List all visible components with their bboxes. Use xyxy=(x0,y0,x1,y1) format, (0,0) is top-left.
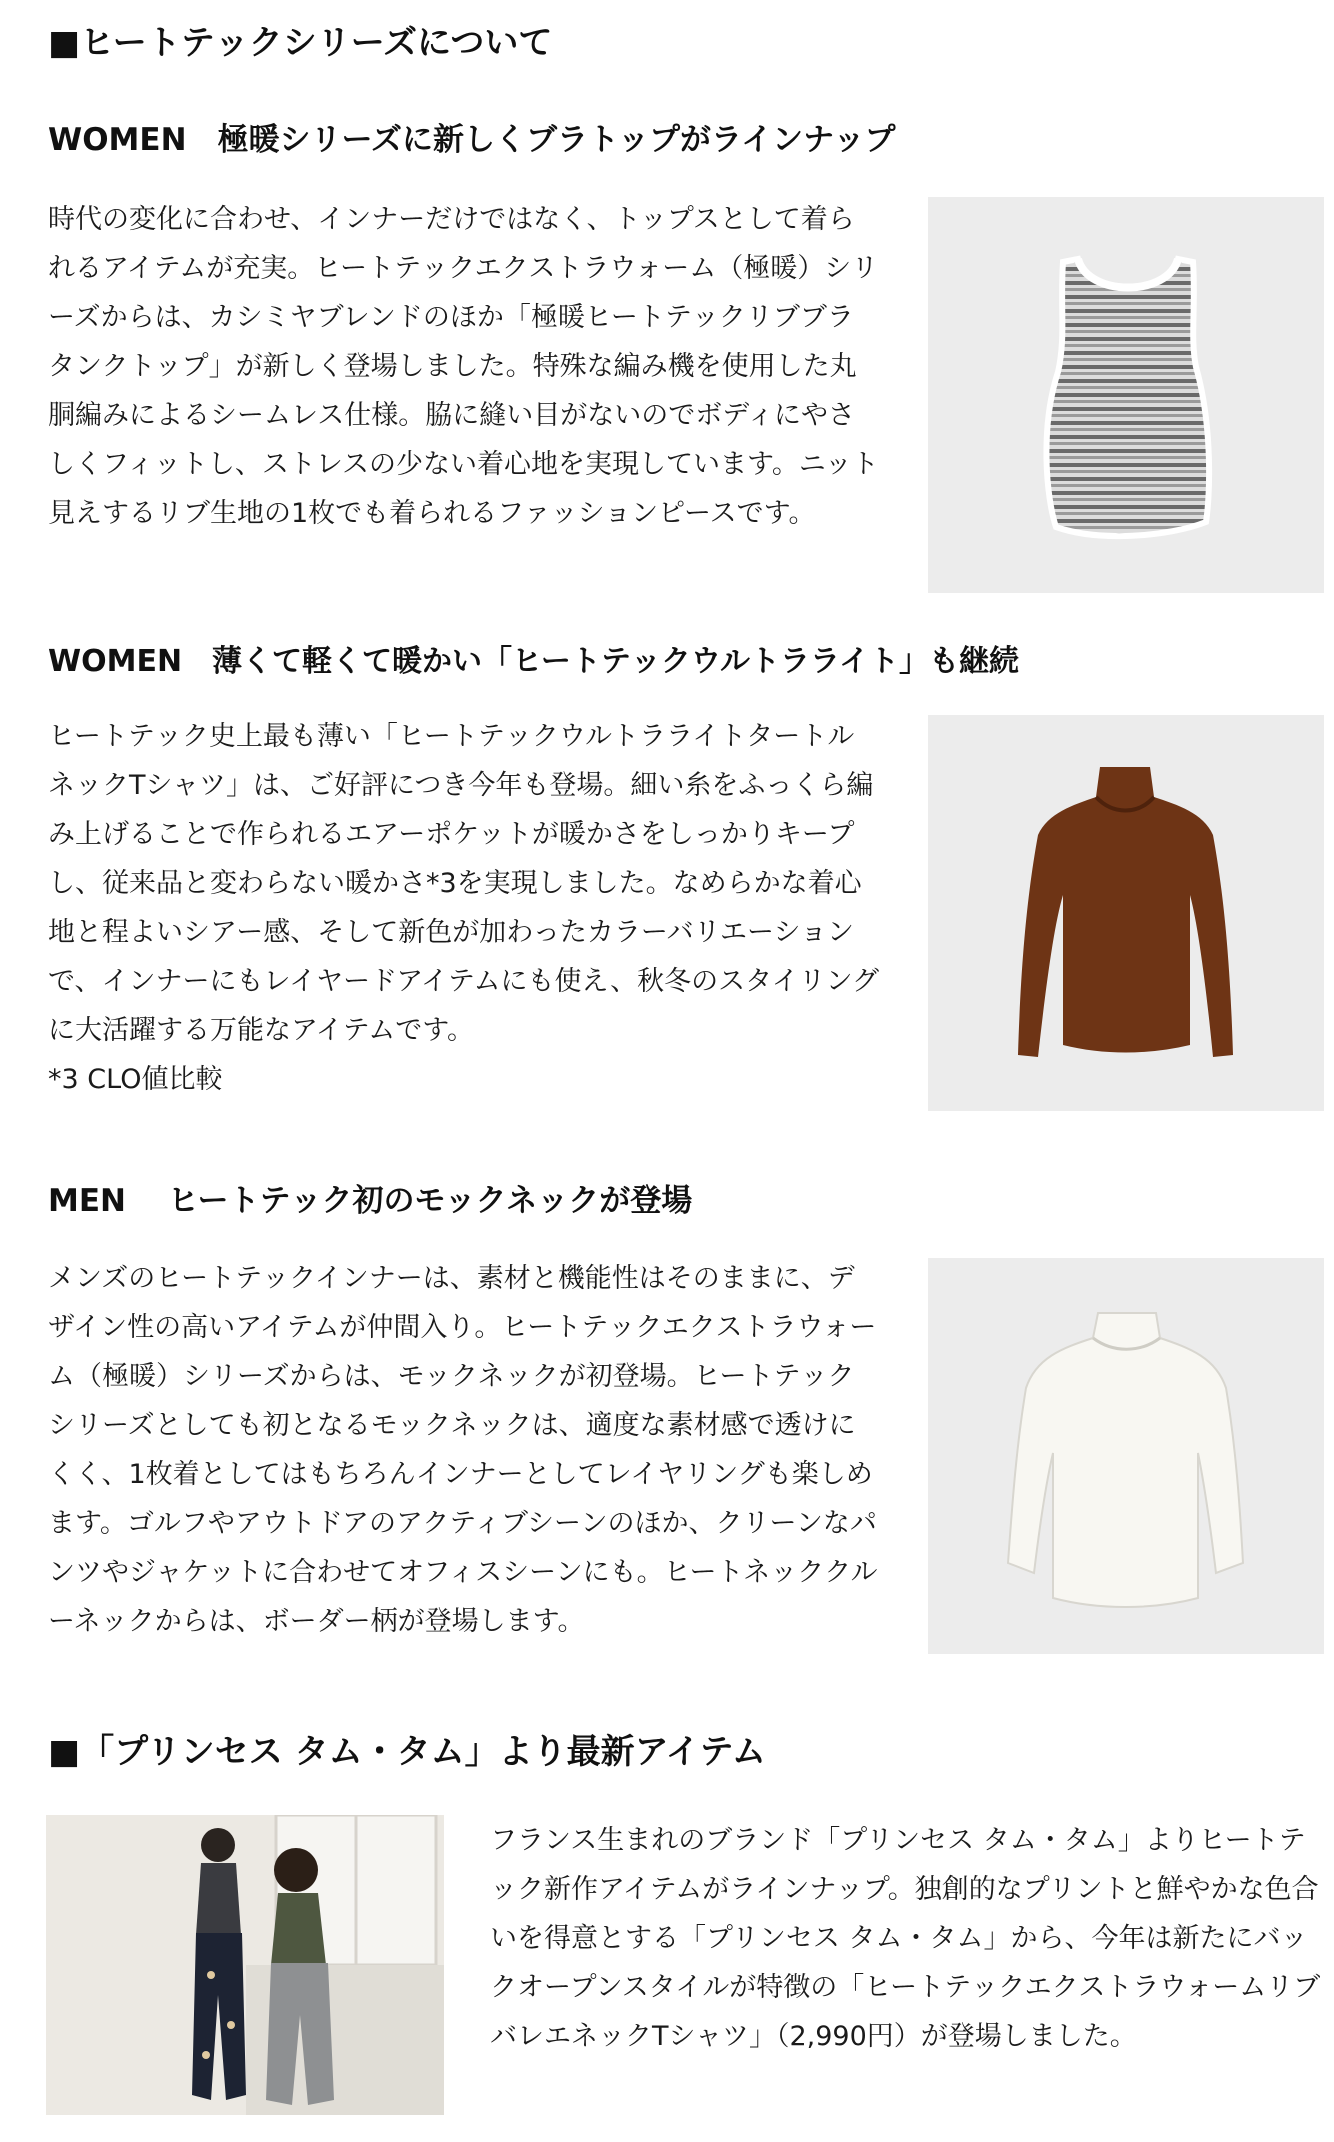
brown-turtleneck-icon xyxy=(928,715,1324,1111)
women-ultra-light-text: ヒートテック史上最も薄い「ヒートテックウルトラライトタートルネックTシャツ」は、ご好評につき今年も登場。細い糸をふっくら編み上げることで作られるエアーポケットが暖かさをしっかりキープし、従来品と変わらない暖かさ*3を実現しました。なめらかな着心地と程よいシアー感、そして新色が加わったカラーバリエーションで、インナーにもレイヤードアイテムにも使え、秋冬のスタイリングに大活躍する万能なアイテムです。 xyxy=(48,721,880,1046)
women-ultra-light-body xyxy=(48,712,880,1104)
princesse-body xyxy=(490,1816,1322,2061)
striped-tank-top-icon xyxy=(928,197,1324,593)
women-ultra-light-image xyxy=(928,715,1324,1111)
men-mock-neck-body xyxy=(48,1254,880,1646)
women-ultra-light-heading: WOMEN 薄くて軽くて暖かい「ヒートテックウルトラライト」も継続 xyxy=(48,644,1020,679)
white-mock-neck-icon xyxy=(928,1258,1324,1654)
men-mock-neck-image xyxy=(928,1258,1324,1654)
women-extra-warm-heading: WOMEN 極暖シリーズに新しくブラトップがラインナップ xyxy=(48,122,896,158)
princesse-text: フランス生まれのブランド「プリンセス タム・タム」よりヒートテック新作アイテムがラインナップ。独創的なプリントと鮮やかな色合いを得意とする「プリンセス タム・タム」から、今年は新たにバックオープンスタイルが特徴の「ヒートテックエクストラウォームリブバレエネックTシャツ」（2,990円）が登場しました。 xyxy=(490,1825,1321,2052)
princesse-image xyxy=(46,1815,444,2115)
models-photo-icon xyxy=(46,1815,444,2115)
men-mock-neck-text: メンズのヒートテックインナーは、素材と機能性はそのままに、デザイン性の高いアイテムが仲間入り。ヒートテックエクストラウォーム（極暖）シリーズからは、モックネックが初登場。ヒートテックシリーズとしても初となるモックネックは、適度な素材感で透けにくく、1枚着としてはもちろんインナーとしてレイヤリングも楽しめます。ゴルフやアウトドアのアクティブシーンのほか、クリーンなパンツやジャケットに合わせてオフィスシーンにも。ヒートネッククルーネックからは、ボーダー柄が登場します。 xyxy=(48,1263,878,1637)
section-heading-heattech: ■ヒートテックシリーズについて xyxy=(48,23,553,63)
section-heading-princesse: ■「プリンセス タム・タム」より最新アイテム xyxy=(48,1732,766,1772)
men-mock-neck-heading: MEN ヒートテック初のモックネックが登場 xyxy=(48,1183,693,1219)
women-extra-warm-text: 時代の変化に合わせ、インナーだけではなく、トップスとして着られるアイテムが充実。ヒートテックエクストラウォーム（極暖）シリーズからは、カシミヤブレンドのほか「極暖ヒートテックリブブラタンクトップ」が新しく登場しました。特殊な編み機を使用した丸胴編みによるシームレス仕様。脇に縫い目がないのでボディにやさしくフィットし、ストレスの少ない着心地を実現しています。ニット見えするリブ生地の1枚でも着られるファッションピースです。 xyxy=(48,204,879,529)
women-ultra-light-note: *3 CLO値比較 xyxy=(48,1064,223,1095)
women-extra-warm-image xyxy=(928,197,1324,593)
women-extra-warm-body xyxy=(48,195,880,538)
